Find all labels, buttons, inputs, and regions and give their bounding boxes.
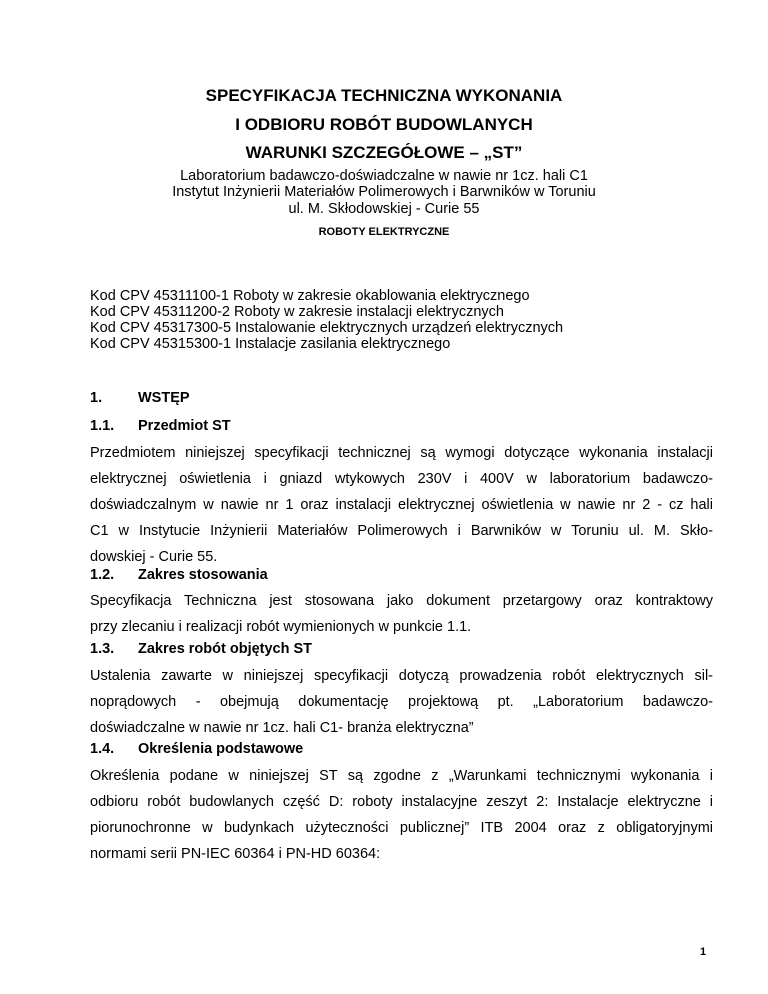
cpv-code-line: Kod CPV 45317300-5 Instalowanie elektrycznych urządzeń elektrycznych (90, 320, 564, 336)
paragraph-line: doświadczalnym w nawie nr 1 oraz instalacji elektrycznej oświetlenia w nawie nr 2 - cz hali (90, 497, 713, 513)
cpv-code-line: Kod CPV 45311200-2 Roboty w zakresie instalacji elektrycznych (90, 304, 504, 320)
paragraph-line: przy zlecaniu i realizacji robót wymienionych w punkcie 1.1. (90, 619, 472, 635)
paragraph-line: piorunochronne w budynkach użyteczności publicznej” ITB 2004 oraz z obligatoryjnymi (90, 820, 713, 836)
doc-category: ROBOTY ELEKTRYCZNE (318, 226, 450, 238)
subsection-title: Określenia podstawowe (138, 741, 304, 757)
paragraph-line: doświadczalne w nawie nr 1cz. hali C1- branża elektryczna” (90, 720, 474, 736)
paragraph-line: noprądowych - obejmują dokumentację projektową pt. „Laboratorium badawczo- (90, 694, 713, 710)
paragraph-line: Ustalenia zawarte w niniejszej specyfikacji dotyczą prowadzenia robót elektrycznych sil- (90, 668, 713, 684)
section-number: 1. (90, 390, 103, 406)
paragraph-line: C1 w Instytucie Inżynierii Materiałów Polimerowych i Barwników w Toruniu ul. M. Skło- (90, 523, 713, 539)
subsection-number: 1.1. (90, 418, 115, 434)
paragraph-line: Specyfikacja Techniczna jest stosowana jako dokument przetargowy oraz kontraktowy (90, 593, 713, 609)
paragraph-line: Przedmiotem niniejszej specyfikacji technicznej są wymogi dotyczące wykonania instalacji (90, 445, 713, 461)
subsection-title: Zakres robót objętych ST (138, 641, 313, 657)
doc-title-line2: I ODBIORU ROBÓT BUDOWLANYCH (235, 115, 533, 134)
cpv-code-line: Kod CPV 45315300-1 Instalacje zasilania elektrycznego (90, 336, 451, 352)
subsection-number: 1.4. (90, 741, 115, 757)
subsection-number: 1.3. (90, 641, 115, 657)
subsection-title: Zakres stosowania (138, 567, 268, 583)
paragraph-line: Określenia podane w niniejszej ST są zgodne z „Warunkami technicznymi wykonania i (90, 768, 713, 784)
subsection-number: 1.2. (90, 567, 115, 583)
paragraph-okreslenia (90, 763, 713, 867)
section-title: WSTĘP (138, 390, 190, 406)
paragraph-zakres-stosowania (90, 588, 713, 640)
doc-subtitle-line3: ul. M. Skłodowskiej - Curie 55 (288, 201, 480, 217)
doc-title-line3: WARUNKI SZCZEGÓŁOWE – „ST” (245, 143, 523, 162)
paragraph-zakres-robot (90, 663, 713, 741)
cpv-code-line: Kod CPV 45311100-1 Roboty w zakresie okablowania elektrycznego (90, 288, 530, 304)
doc-subtitle-line1: Laboratorium badawczo-doświadczalne w nawie nr 1cz. hali C1 (180, 168, 588, 184)
doc-title-line1: SPECYFIKACJA TECHNICZNA WYKONANIA (205, 86, 563, 105)
subsection-title: Przedmiot ST (138, 418, 231, 434)
paragraph-line: elektrycznej oświetlenia i gniazd wtykowych 230V i 400V w laboratorium badawczo- (90, 471, 713, 487)
page-number: 1 (700, 946, 707, 958)
paragraph-line: normami serii PN-IEC 60364 i PN-HD 60364: (90, 846, 381, 862)
paragraph-przedmiot (90, 440, 713, 570)
paragraph-line: odbioru robót budowlanych część D: roboty instalacyjne zeszyt 2: Instalacje elektryczne i (90, 794, 713, 810)
paragraph-line: dowskiej - Curie 55. (90, 549, 218, 565)
doc-subtitle-line2: Instytut Inżynierii Materiałów Polimerowych i Barwników w Toruniu (172, 184, 596, 200)
